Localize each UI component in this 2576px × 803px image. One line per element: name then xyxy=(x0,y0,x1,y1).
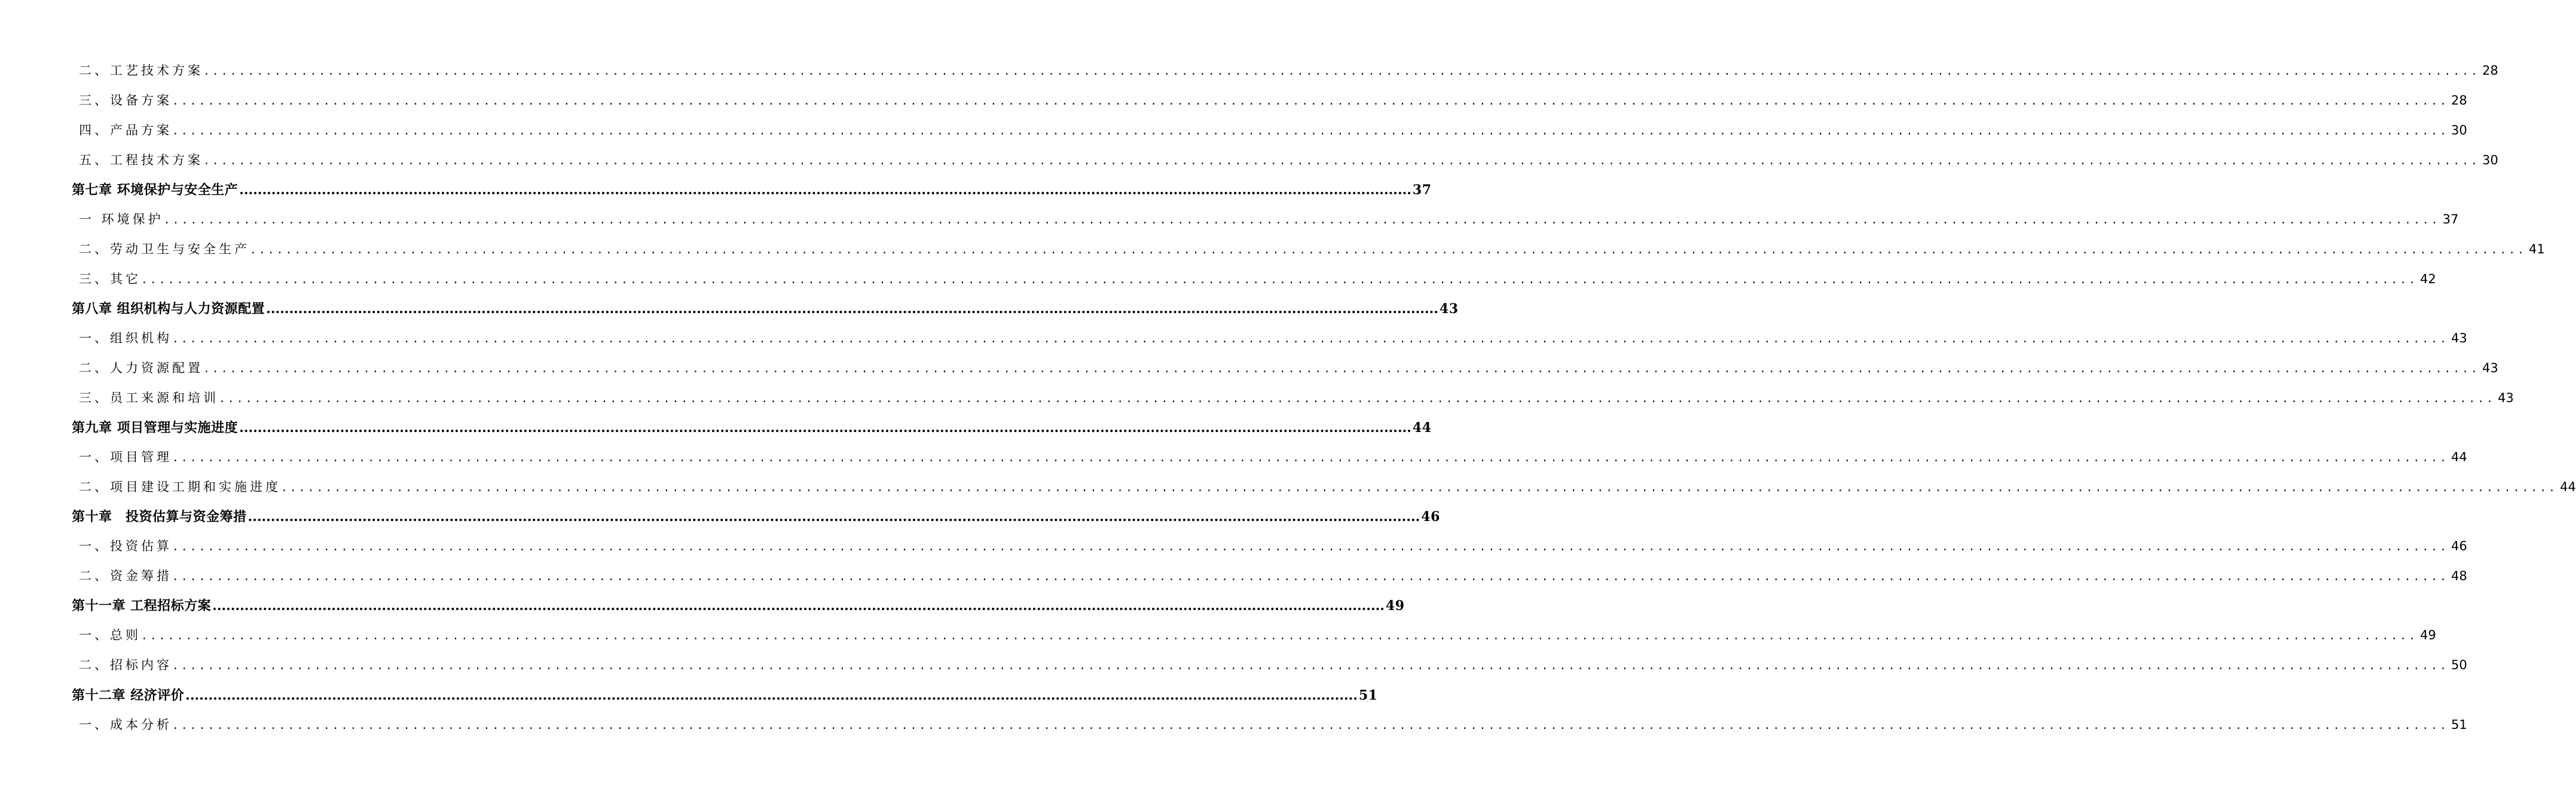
toc-entry-label: 三、员工来源和培训 xyxy=(79,391,219,405)
toc-page-number: 43 xyxy=(2451,331,2467,345)
toc-page-number: 50 xyxy=(2451,658,2467,672)
toc-entry[interactable] xyxy=(79,151,2498,168)
toc-page-number: 46 xyxy=(1421,509,1440,525)
toc-leader: ................................................................................................................................................................................................................................................................ xyxy=(142,272,2419,286)
toc-leader: ................................................................................................................................................................................................................................................................ xyxy=(173,658,2450,672)
toc-leader: ................................................................................................................................................................................................................................................................ xyxy=(239,420,1411,436)
toc-chapter-entry[interactable] xyxy=(72,685,1378,704)
toc-leader: ................................................................................................................................................................................................................................................................ xyxy=(173,93,2450,108)
toc-chapter-label: 第九章 项目管理与实施进度 xyxy=(72,420,239,436)
toc-page-number: 51 xyxy=(1358,688,1378,703)
toc-leader: ................................................................................................................................................................................................................................................................ xyxy=(173,539,2450,553)
toc-leader: ................................................................................................................................................................................................................................................................ xyxy=(173,718,2450,732)
toc-entry[interactable] xyxy=(79,626,2436,643)
toc-entry[interactable] xyxy=(79,388,2514,406)
toc-entry-label: 五、工程技术方案 xyxy=(79,153,203,167)
toc-chapter-entry[interactable] xyxy=(72,596,1405,614)
toc-entry-label: 一、项目管理 xyxy=(79,450,172,464)
toc-entry[interactable] xyxy=(79,655,2467,673)
toc-page-number: 37 xyxy=(1412,182,1432,198)
toc-page-number: 41 xyxy=(2529,242,2545,256)
toc-page-number: 48 xyxy=(2451,569,2467,583)
toc-leader: ................................................................................................................................................................................................................................................................ xyxy=(212,598,1385,614)
toc-page-number: 28 xyxy=(2451,93,2467,108)
toc-entry-label: 一、总则 xyxy=(79,628,141,642)
toc-chapter-label: 第十二章 经济评价 xyxy=(72,688,185,703)
toc-chapter-label: 第十章 投资估算与资金筹措 xyxy=(72,509,247,525)
toc-leader: ................................................................................................................................................................................................................................................................ xyxy=(173,123,2450,137)
toc-entry-label: 四、产品方案 xyxy=(79,123,172,137)
toc-entry[interactable] xyxy=(79,91,2467,109)
toc-leader: ................................................................................................................................................................................................................................................................ xyxy=(220,391,2497,405)
toc-entry-label: 一、投资估算 xyxy=(79,539,172,553)
toc-page-number: 46 xyxy=(2451,539,2467,553)
toc-entry[interactable] xyxy=(79,537,2467,554)
toc-page-number: 37 xyxy=(2442,212,2459,226)
toc-leader: ................................................................................................................................................................................................................................................................ xyxy=(204,361,2482,375)
toc-page-number: 49 xyxy=(1385,598,1405,614)
toc-page-number: 30 xyxy=(2482,153,2498,167)
toc-entry-label: 一、成本分析 xyxy=(79,718,172,732)
toc-leader: ................................................................................................................................................................................................................................................................ xyxy=(266,301,1438,317)
toc-entry[interactable] xyxy=(79,121,2467,139)
toc-entry-label: 一 环境保护 xyxy=(79,212,164,226)
toc-chapter-label: 第七章 环境保护与安全生产 xyxy=(72,182,239,198)
toc-leader: ................................................................................................................................................................................................................................................................ xyxy=(282,480,2559,494)
toc-leader: ................................................................................................................................................................................................................................................................ xyxy=(164,212,2441,226)
toc-entry[interactable] xyxy=(79,477,2576,495)
toc-entry-label: 三、设备方案 xyxy=(79,93,172,108)
toc-page-number: 44 xyxy=(1412,420,1432,436)
toc-entry[interactable] xyxy=(79,240,2545,258)
toc-entry[interactable] xyxy=(79,329,2467,347)
toc-entry-label: 二、人力资源配置 xyxy=(79,361,203,375)
toc-page-number: 44 xyxy=(2451,450,2467,464)
toc-entry-label: 二、招标内容 xyxy=(79,658,172,672)
toc-leader: ................................................................................................................................................................................................................................................................ xyxy=(142,628,2419,642)
toc-entry[interactable] xyxy=(79,269,2436,287)
toc-entry[interactable] xyxy=(79,715,2467,733)
toc-leader: ................................................................................................................................................................................................................................................................ xyxy=(185,688,1358,703)
toc-leader: ................................................................................................................................................................................................................................................................ xyxy=(247,509,1420,525)
toc-entry-label: 二、工艺技术方案 xyxy=(79,63,203,78)
toc-entry-label: 二、资金筹措 xyxy=(79,569,172,583)
toc-page-number: 43 xyxy=(2498,391,2514,405)
toc-page-number: 28 xyxy=(2482,63,2498,78)
toc-leader: ................................................................................................................................................................................................................................................................ xyxy=(173,569,2450,583)
toc-entry-label: 二、项目建设工期和实施进度 xyxy=(79,480,281,494)
toc-chapter-entry[interactable] xyxy=(72,299,1459,317)
toc-chapter-entry[interactable] xyxy=(72,418,1432,436)
toc-leader: ................................................................................................................................................................................................................................................................ xyxy=(251,242,2528,256)
toc-chapter-label: 第十一章 工程招标方案 xyxy=(72,598,212,614)
toc-entry[interactable] xyxy=(79,358,2498,376)
toc-chapter-entry[interactable] xyxy=(72,180,1432,198)
toc-page-number: 42 xyxy=(2420,272,2436,286)
toc-entry-label: 一、组织机构 xyxy=(79,331,172,345)
toc-entry[interactable] xyxy=(79,61,2498,79)
toc-leader: ................................................................................................................................................................................................................................................................ xyxy=(173,331,2450,345)
toc-chapter-entry[interactable] xyxy=(72,507,1440,525)
toc-page-number: 44 xyxy=(2560,480,2576,494)
toc-chapter-label: 第八章 组织机构与人力资源配置 xyxy=(72,301,265,317)
toc-page-number: 49 xyxy=(2420,628,2436,642)
toc-leader: ................................................................................................................................................................................................................................................................ xyxy=(173,450,2450,464)
toc-entry-label: 三、其它 xyxy=(79,272,141,286)
toc-entry[interactable] xyxy=(79,448,2467,465)
toc-entry-label: 二、劳动卫生与安全生产 xyxy=(79,242,250,256)
toc-page-number: 43 xyxy=(2482,361,2498,375)
toc-entry[interactable] xyxy=(79,566,2467,584)
toc-entry[interactable] xyxy=(79,210,2459,228)
toc-page-number: 51 xyxy=(2451,718,2467,732)
toc-leader: ................................................................................................................................................................................................................................................................ xyxy=(204,63,2482,78)
toc-page-number: 30 xyxy=(2451,123,2467,137)
toc-leader: ................................................................................................................................................................................................................................................................ xyxy=(204,153,2482,167)
toc-leader: ................................................................................................................................................................................................................................................................ xyxy=(239,182,1411,198)
toc-page-number: 43 xyxy=(1439,301,1459,317)
